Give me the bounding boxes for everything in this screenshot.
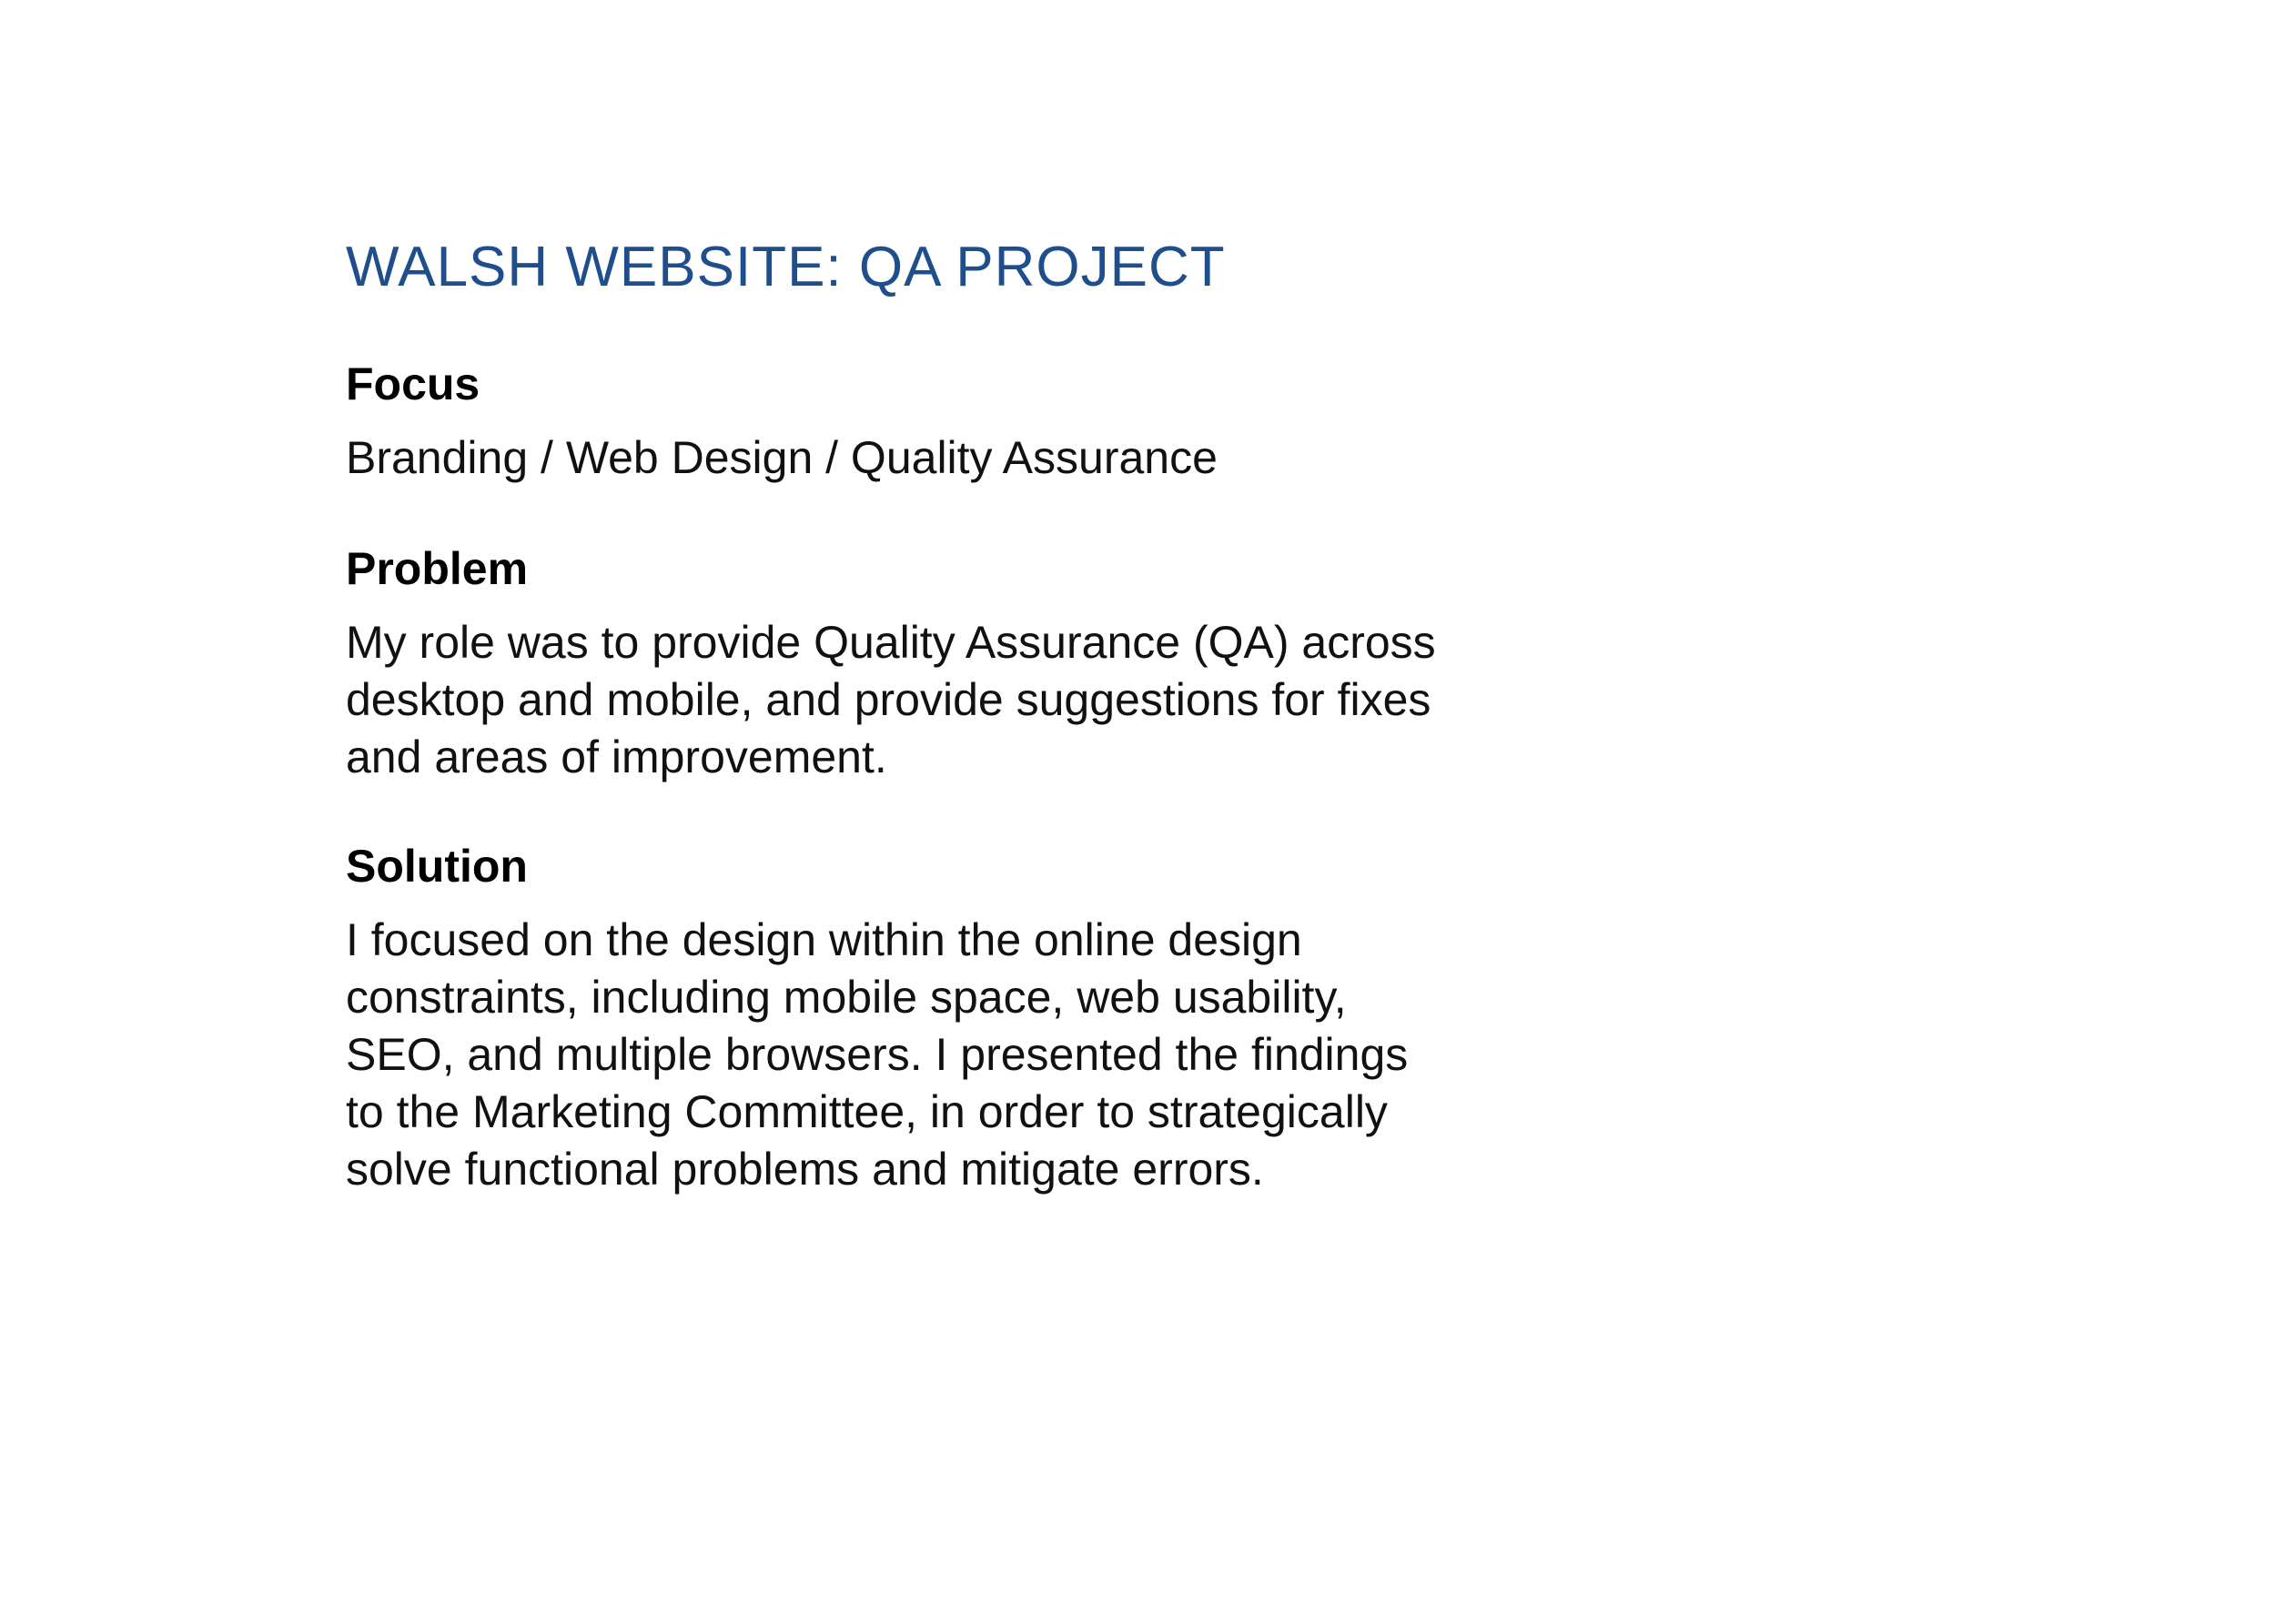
focus-body: Branding / Web Design / Quality Assurance: [346, 432, 1218, 483]
problem-body: My role was to provide Quality Assurance (QA) across desktop and mobile, and provide suggestions for fixes and areas of improvement.: [346, 617, 1436, 782]
focus-section: [346, 357, 1674, 487]
problem-heading: Problem: [346, 543, 529, 594]
focus-heading: Focus: [346, 358, 480, 409]
solution-section: [346, 839, 1674, 1198]
solution-body: I focused on the design within the online design constraints, including mobile space, web usability, SEO, and multiple browsers. I presented the findings to the Marketing Committee, in order to strategically solve functional problems and mitigate errors.: [346, 914, 1409, 1195]
page-title: WALSH WEBSITE: QA PROJECT: [346, 236, 1226, 298]
document-content: [346, 235, 1674, 1198]
problem-section: [346, 541, 1674, 786]
solution-heading: Solution: [346, 841, 528, 892]
